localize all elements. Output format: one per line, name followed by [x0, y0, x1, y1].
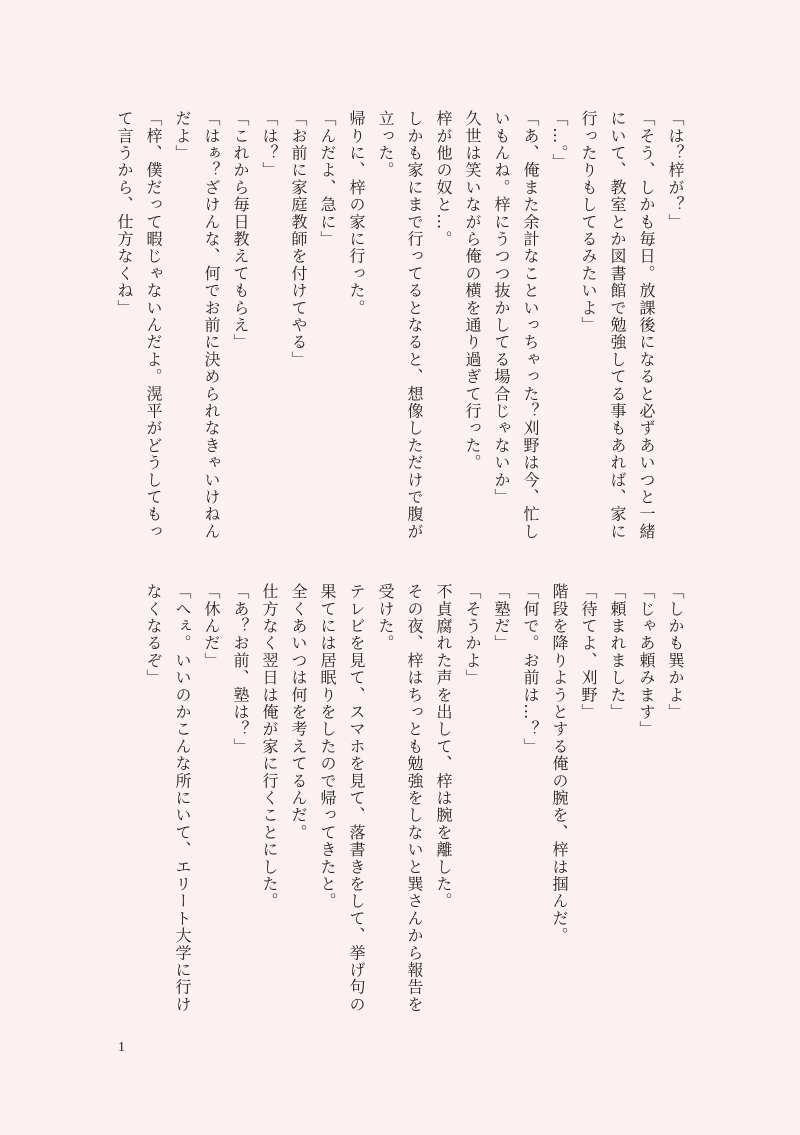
text-line: 果てには居眠りをしたので帰ってきたと。	[318, 583, 337, 910]
text-line: 行ったりもしてるみたいよ」	[579, 110, 598, 334]
text-line: 不貞腐れた声を出して、梓は腕を離した。	[434, 583, 453, 910]
text-line: 「待てよ、刈野」	[579, 583, 598, 721]
text-line: テレビを見て、スマホを見て、落書きをして、挙げ句の	[347, 583, 366, 1013]
text-line: 帰りに、梓の家に行った。	[347, 110, 366, 317]
text-line: 「そうかよ」	[463, 583, 482, 687]
text-line: その夜、梓はちっとも勉強をしないと巽さんから報告を	[405, 583, 424, 1013]
text-line: 「休んだ」	[202, 583, 221, 669]
text-line: 「へぇ。いいのかこんな所にいて、エリート大学に行け	[173, 583, 192, 1013]
text-line: だよ」	[173, 110, 192, 162]
text-line: 「梓、僕だって暇じゃないんだよ。滉平がどうしてもっ	[144, 110, 163, 540]
text-line: なくなるぞ」	[144, 583, 163, 687]
text-block-upper	[110, 110, 690, 550]
text-line: 階段を降りようとする俺の腕を、梓は掴んだ。	[550, 583, 569, 945]
text-line: 「お前に家庭教師を付けてやる」	[289, 110, 308, 368]
text-line: 「塾だ」	[492, 583, 511, 652]
text-line: 「あ？お前、塾は？」	[231, 583, 250, 755]
text-line: 「は？」	[260, 110, 279, 179]
text-line: 梓が他の奴と…。	[434, 110, 453, 248]
text-line: 「…。」	[550, 110, 569, 171]
text-line: 「そう、しかも毎日。放課後になると必ずあいつと一緒	[637, 110, 656, 540]
text-line: 「はぁ？ざけんな、何でお前に決められなきゃいけねん	[202, 110, 221, 540]
text-line: て言うから、仕方なくね」	[115, 110, 134, 317]
text-line: にいて、教室とか図書館で勉強してる事もあれば、家に	[608, 110, 627, 540]
text-block-lower	[110, 583, 690, 1023]
text-line: いもんね。梓にうつつ抜かしてる場合じゃないか」	[492, 110, 511, 506]
text-line: 全くあいつは何を考えてるんだ。	[289, 583, 308, 841]
text-line: 「頼まれました」	[608, 583, 627, 721]
text-line: 「しかも巽かよ」	[666, 583, 685, 721]
text-line: 久世は笑いながら俺の横を通り過ぎて行った。	[463, 110, 482, 472]
text-line: 「んだよ、急に」	[318, 110, 337, 248]
text-line: 「あ、俺また余計なこといっちゃった？刈野は今、忙し	[521, 110, 540, 540]
text-line: 受けた。	[376, 583, 395, 652]
text-line: 仕方なく翌日は俺が家に行くことにした。	[260, 583, 279, 910]
text-line: しかも家にまで行ってるとなると、想像しただけで腹が	[405, 110, 424, 540]
text-line: 「これから毎日教えてもらえ」	[231, 110, 250, 351]
text-line: 「じゃあ頼みます」	[637, 583, 656, 738]
text-line: 「は？梓が？」	[666, 110, 685, 231]
page-number: 1	[118, 1040, 125, 1055]
text-line: 「何で。お前は…？」	[521, 583, 540, 755]
text-line: 立った。	[376, 110, 395, 179]
